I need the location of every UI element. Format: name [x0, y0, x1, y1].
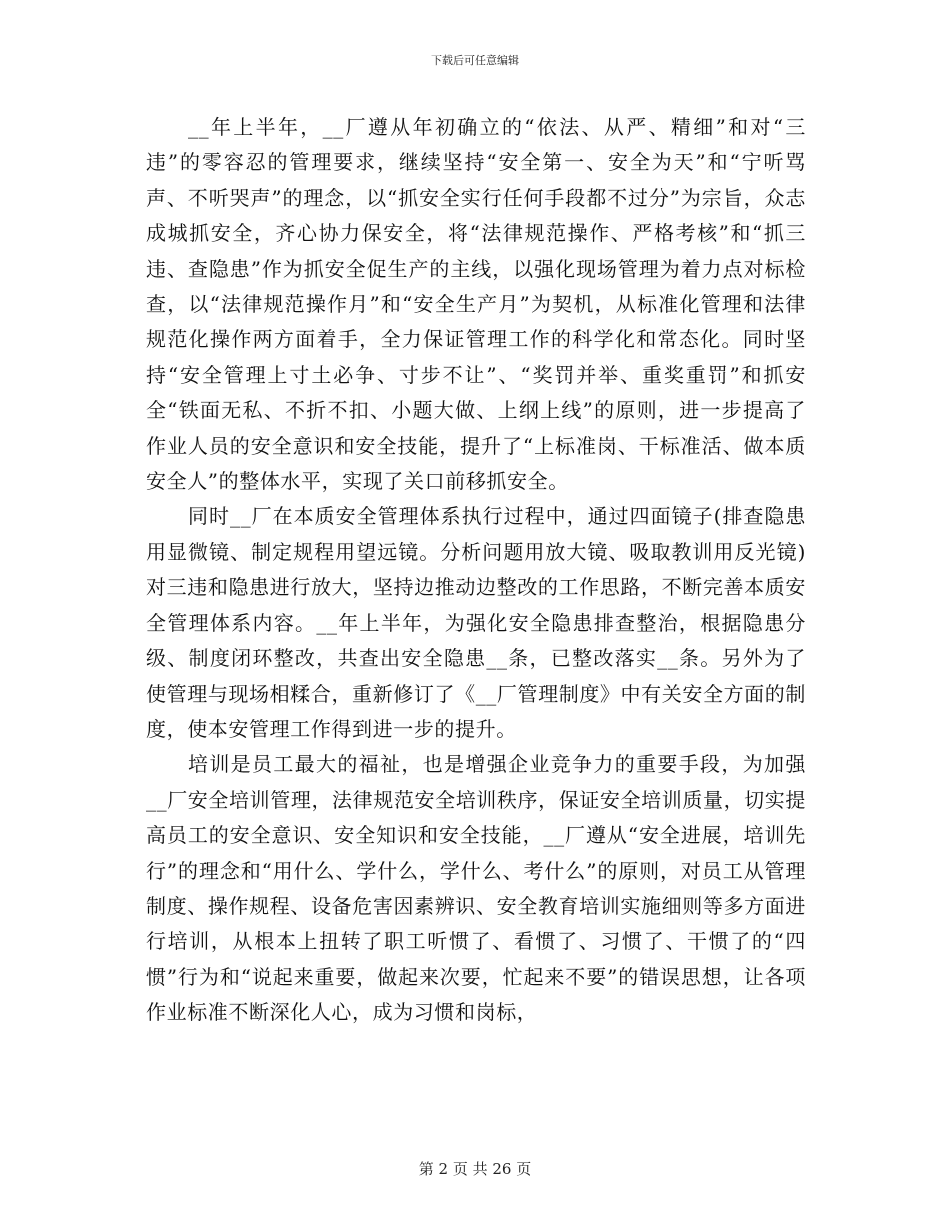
paragraph: 培训是员工最大的福祉，也是增强企业竞争力的重要手段，为加强__厂安全培训管理，法律规范安全培训秩序，保证安全培训质量，切实提高员工的安全意识、安全知识和安全技能，__厂遵从“安全进展，培训先行”的理念和“用什么、学什么，学什么、考什么”的原则，对员工从管理制度、操作规程、设备危害因素辨识、安全教育培训实施细则等多方面进行培训，从根本上扭转了职工听惯了、看惯了、习惯了、干惯了的“四惯”行为和“说起来重要，做起来次要，忙起来不要”的错误思想，让各项作业标准不断深化人心，成为习惯和岗标， [146, 752, 806, 1025]
paragraph: 同时__厂在本质安全管理体系执行过程中，通过四面镜子(排查隐患用显微镜、制定规程用望远镜。分析问题用放大镜、吸取教训用反光镜)对三违和隐患进行放大，坚持边推动边整改的工作思路，不断完善本质安全管理体系内容。__年上半年，为强化安全隐患排查整治，根据隐患分级、制度闭环整改，共查出安全隐患__条，已整改落实__条。另外为了使管理与现场相糅合，重新修订了《__厂管理制度》中有关安全方面的制度，使本安管理工作得到进一步的提升。 [146, 504, 806, 741]
page-footer: 第 2 页 共 26 页 [418, 1160, 532, 1178]
page-header: 下载后可任意编辑 [431, 54, 519, 67]
document-body [146, 110, 806, 1031]
paragraph: __年上半年，__厂遵从年初确立的“依法、从严、精细”和对“三违”的零容忍的管理要求，继续坚持“安全第一、安全为天”和“宁听骂声、不听哭声”的理念，以“抓安全实行任何手段都不过分”为宗旨，众志成城抓安全，齐心协力保安全，将“法律规范操作、严格考核”和“抓三违、查隐患”作为抓安全促生产的主线，以强化现场管理为着力点对标检查，以“法律规范操作月”和“安全生产月”为契机，从标准化管理和法律规范化操作两方面着手，全力保证管理工作的科学化和常态化。同时坚持“安全管理上寸土必争、寸步不让”、“奖罚并举、重奖重罚”和抓安全“铁面无私、不折不扣、小题大做、上纲上线”的原则，进一步提高了作业人员的安全意识和安全技能，提升了“上标准岗、干标准活、做本质安全人”的整体水平，实现了关口前移抓安全。 [146, 115, 806, 494]
